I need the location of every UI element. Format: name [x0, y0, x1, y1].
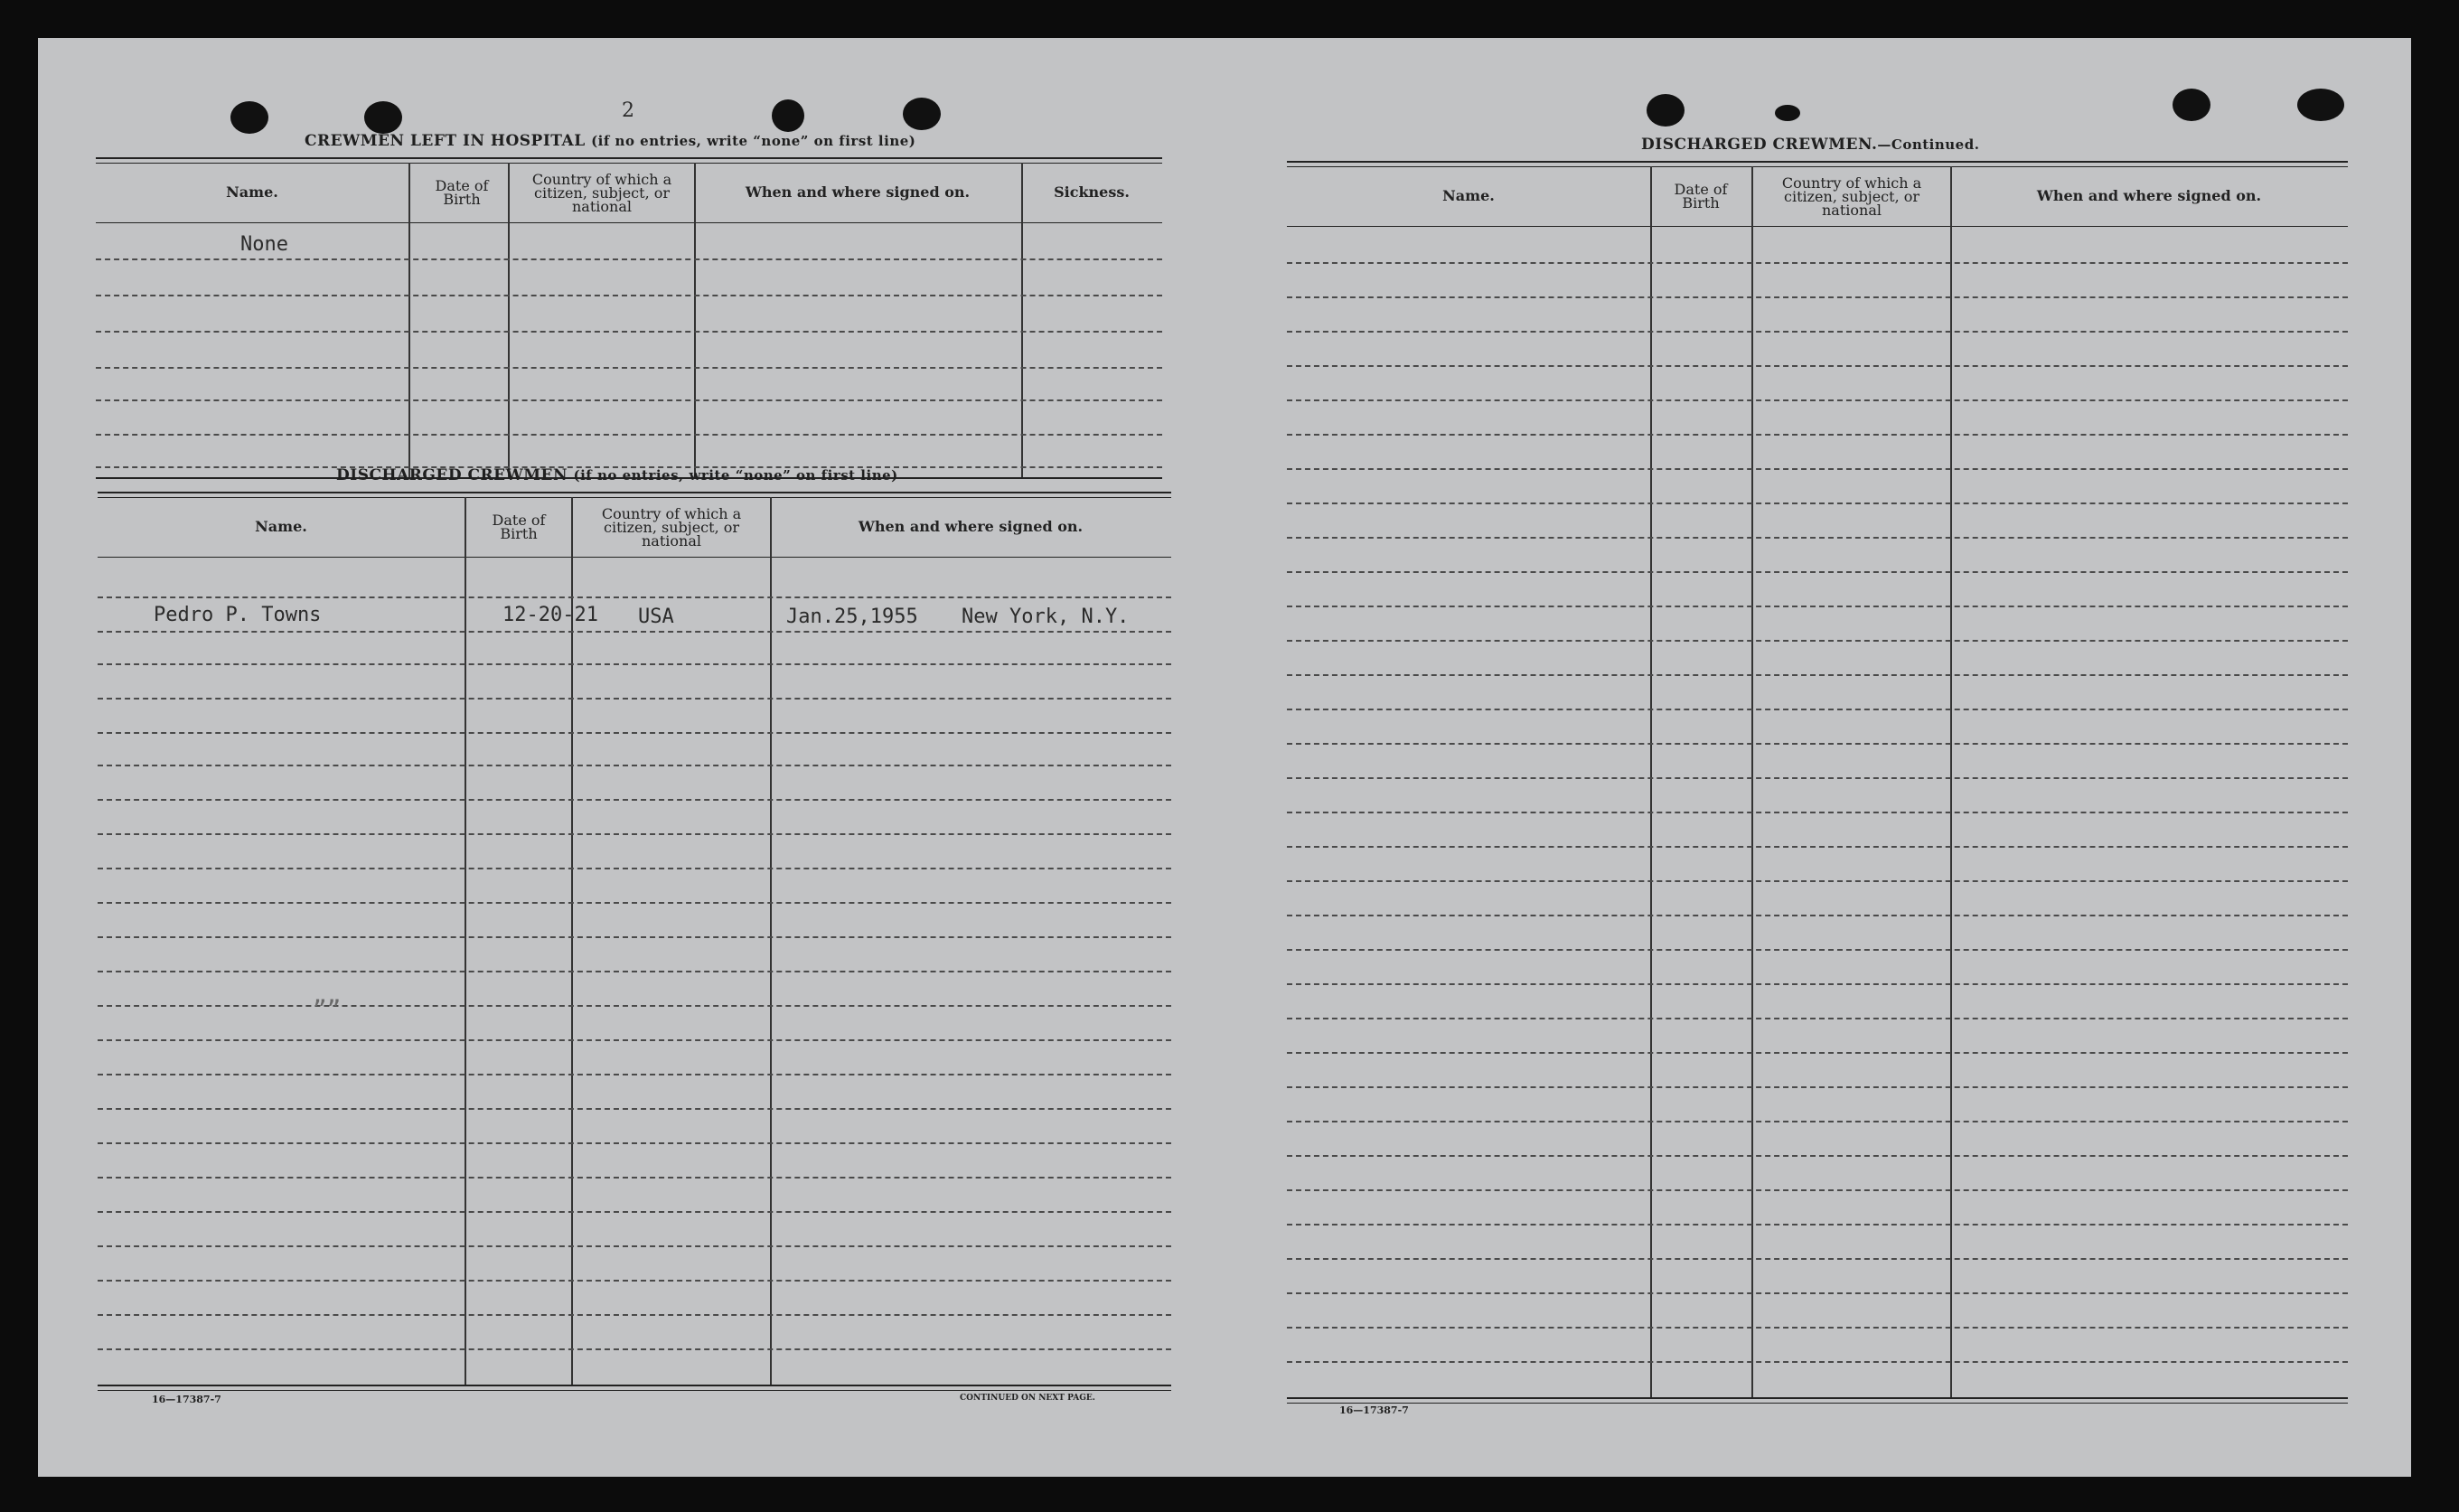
- signed-on-place: New York, N.Y.: [962, 606, 1130, 628]
- discharged-table: [98, 492, 1171, 1392]
- column-header: Date of Birth: [1674, 181, 1728, 211]
- punch-hole: [2173, 89, 2210, 121]
- crewman-name: Pedro P. Towns: [154, 604, 322, 626]
- hospital-table: [96, 157, 1162, 481]
- crewman-dob: 12-20-21: [502, 604, 598, 626]
- discharged-continued-table: [1287, 161, 2348, 1404]
- column-header: When and where signed on.: [745, 183, 971, 201]
- signed-on-date: Jan.25,1955: [786, 606, 918, 628]
- punch-hole: [1647, 94, 1685, 127]
- column-header: Sickness.: [1054, 183, 1130, 201]
- punch-hole: [2297, 89, 2344, 121]
- column-header: Name.: [1442, 187, 1495, 204]
- column-header: Date of Birth: [435, 177, 489, 208]
- punch-hole: [903, 98, 941, 130]
- discharged-continued-title: DISCHARGED CREWMEN.—Continued.: [1641, 136, 1980, 154]
- column-header: When and where signed on.: [858, 518, 1084, 535]
- punch-hole: [1775, 105, 1800, 121]
- continued-note: CONTINUED ON NEXT PAGE.: [960, 1394, 1095, 1403]
- punch-hole: [230, 101, 268, 134]
- column-header: Name.: [226, 183, 278, 201]
- discharged-title: DISCHARGED CREWMEN (if no entries, write “none” on first line): [336, 466, 898, 484]
- hospital-title: CREWMEN LEFT IN HOSPITAL (if no entries, write “none” on first line): [305, 132, 916, 150]
- ditto-mark: ””: [313, 996, 342, 1023]
- page-number: 2: [622, 99, 634, 122]
- column-header: Country of which a citizen, subject, or national: [531, 170, 672, 215]
- form-number: 16—17387-7: [1339, 1404, 1409, 1416]
- column-header: Name.: [255, 518, 307, 535]
- crewman-country: USA: [638, 606, 674, 628]
- column-header: Country of which a citizen, subject, or national: [1781, 174, 1922, 219]
- column-header: Date of Birth: [492, 512, 546, 542]
- document-sheet: [38, 38, 2411, 1477]
- hospital-entry: None: [240, 233, 288, 256]
- column-header: Country of which a citizen, subject, or national: [601, 504, 742, 549]
- form-number: 16—17387-7: [152, 1394, 221, 1405]
- column-header: When and where signed on.: [2036, 187, 2262, 204]
- punch-hole: [364, 101, 402, 134]
- punch-hole: [772, 99, 804, 132]
